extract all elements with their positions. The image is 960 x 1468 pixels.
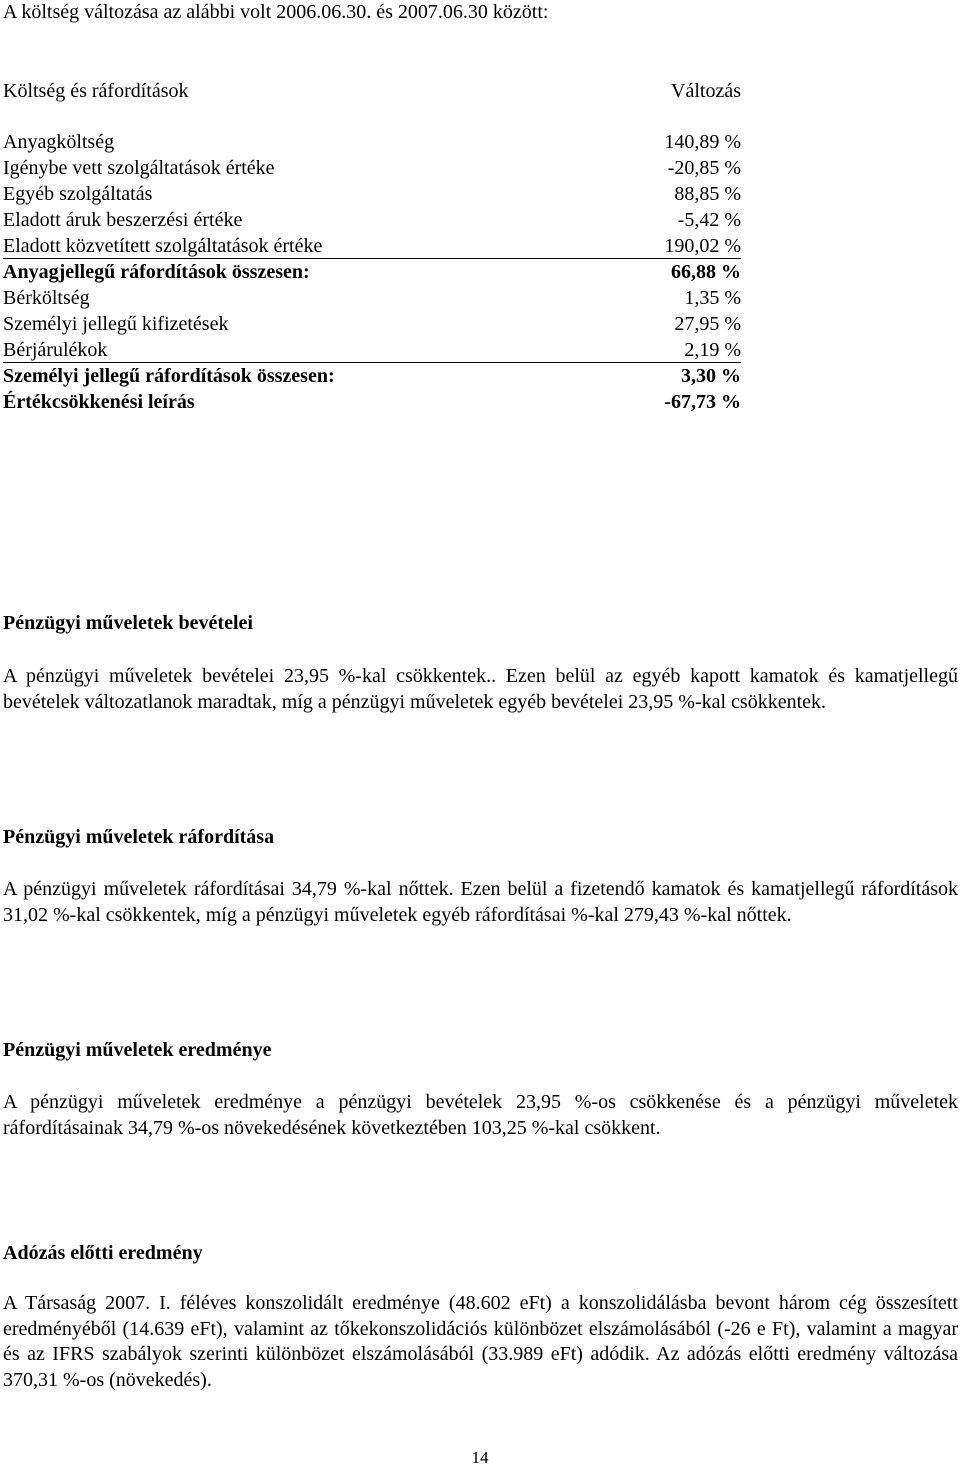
section-title: Pénzügyi műveletek bevételei [3, 612, 253, 634]
section-text: A pénzügyi műveletek ráfordításai 34,79 %-kal nőttek. Ezen belül a fizetendő kamatok és kamatjellegű ráfordítások 31,02 %-kal csökkentek, míg a pénzügyi műveletek egyéb ráfordításai %-kal 279,43 %-kal nőttek. [3, 878, 958, 926]
table-header [3, 77, 741, 105]
row-label: Bérköltség [3, 287, 90, 309]
row-label: Eladott áruk beszerzési értéke [3, 209, 243, 231]
table-header-value: Változás [671, 80, 741, 102]
section-title: Adózás előtti eredmény [3, 1242, 203, 1264]
page-number: 14 [471, 1448, 489, 1467]
section-text: A Társaság 2007. I. féléves konszolidált eredménye (48.602 eFt) a konszolidálásba bevont három cég összesített eredményéből (14.639 eFt), valamint az tőkekonszolidációs különbözet elszámolásából (-26 e Ft), valamint a magyar és az IFRS szabályok szerinti különbözet elszámolásából (33.989 eFt) adódik. Az adózás előtti eredmény változása 370,31 %-os (növekedés). [3, 1292, 958, 1391]
section-text: A pénzügyi műveletek eredménye a pénzügyi bevételek 23,95 %-os csökkenése és a pénzügyi műveletek ráfordításainak 34,79 %-os növekedésének következtében 103,25 %-kal csökkent. [3, 1091, 958, 1139]
row-value: -5,42 % [677, 209, 741, 231]
section-title: Pénzügyi műveletek eredménye [3, 1039, 272, 1061]
row-value: 140,89 % [664, 131, 741, 153]
row-value: 3,30 % [681, 365, 741, 387]
section-title: Pénzügyi műveletek ráfordítása [3, 826, 275, 848]
row-value: 2,19 % [684, 339, 741, 361]
table-row [3, 233, 741, 259]
table-row [3, 181, 741, 207]
row-value: -20,85 % [667, 157, 741, 179]
table-row [3, 155, 741, 181]
cost-table [3, 129, 741, 415]
row-value: 88,85 % [674, 183, 741, 205]
table-row [3, 311, 741, 337]
row-label: Eladott közvetített szolgáltatások értéke [3, 235, 323, 257]
subtotal-row [3, 259, 741, 285]
table-row [3, 337, 741, 363]
row-label: Anyagjellegű ráfordítások összesen: [3, 261, 310, 283]
row-value: 190,02 % [664, 235, 741, 257]
intro-text: A költség változása az alábbi volt 2006.06.30. és 2007.06.30 között: [3, 1, 549, 23]
row-label: Személyi jellegű kifizetések [3, 313, 229, 335]
row-label: Anyagköltség [3, 131, 115, 153]
row-value: 27,95 % [674, 313, 741, 335]
table-row [3, 207, 741, 233]
table-row [3, 389, 741, 415]
section-text: A pénzügyi műveletek bevételei 23,95 %-kal csökkentek.. Ezen belül az egyéb kapott kamatok és kamatjellegű bevételek változatlanok maradtak, míg a pénzügyi műveletek egyéb bevételei 23,95 %-kal csökkentek. [3, 665, 958, 713]
row-label: Személyi jellegű ráfordítások összesen: [3, 365, 335, 387]
row-label: Igénybe vett szolgáltatások értéke [3, 157, 275, 179]
table-row [3, 129, 741, 155]
row-value: -67,73 % [664, 391, 741, 413]
table-header-label: Költség és ráfordítások [3, 80, 189, 102]
subtotal-row [3, 363, 741, 389]
row-label: Bérjárulékok [3, 339, 108, 361]
table-row [3, 285, 741, 311]
row-value: 1,35 % [684, 287, 741, 309]
row-value: 66,88 % [671, 261, 741, 283]
row-label: Értékcsökkenési leírás [3, 391, 195, 413]
row-label: Egyéb szolgáltatás [3, 183, 153, 205]
